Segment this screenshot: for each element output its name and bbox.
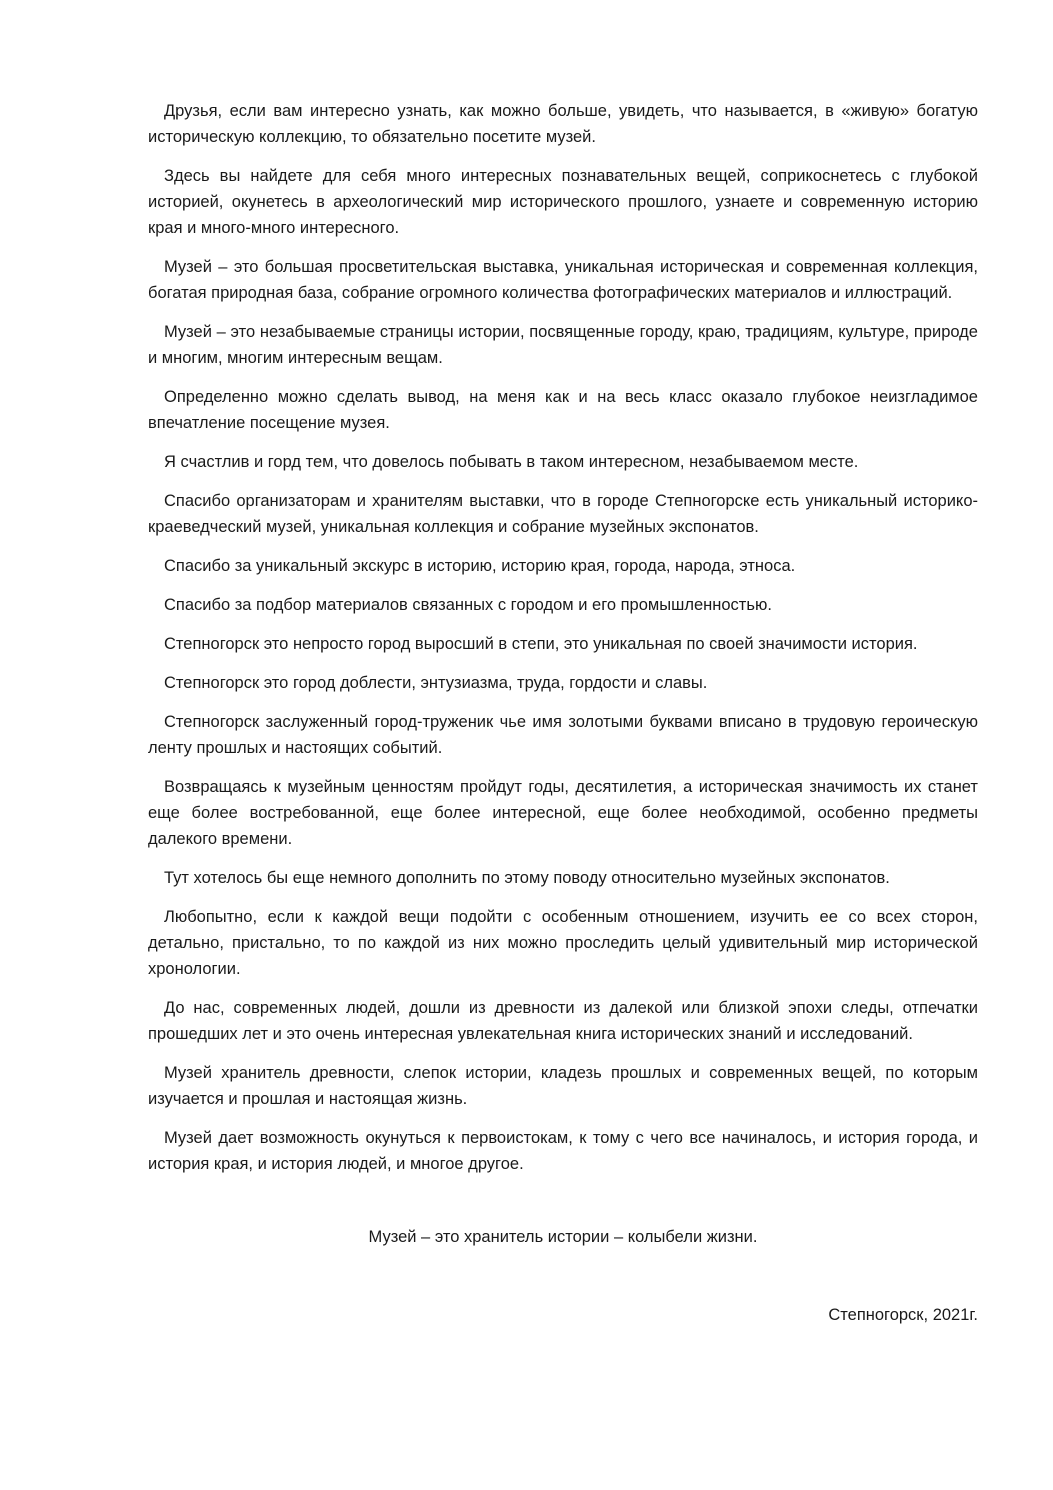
paragraph: Музей хранитель древности, слепок истории, кладезь прошлых и современных вещей, по которым изучается и прошлая и настоящая жизнь. [148,1064,978,1108]
paragraph: Я счастлив и горд тем, что довелось побывать в таком интересном, незабываемом месте. [164,453,859,471]
paragraph: Музей – это незабываемые страницы истории, посвященные городу, краю, традициям, культуре, природе и многим, многим интересным вещам. [148,323,978,367]
paragraph: Музей дает возможность окунуться к первоистокам, к тому с чего все начиналось, и история города, и история края, и история людей, и многое другое. [148,1129,978,1173]
paragraph: Степногорск это непросто город выросший в степи, это уникальная по своей значимости история. [164,635,918,653]
paragraph: Здесь вы найдете для себя много интересных познавательных вещей, соприкоснетесь с глубокой историей, окунетесь в археологический мир исторического прошлого, узнаете и современную историю края и много-много интересного. [148,167,978,237]
paragraph: Музей – это большая просветительская выставка, уникальная историческая и современная коллекция, богатая природная база, собрание огромного количества фотографических материалов и иллюстраций. [148,258,978,302]
paragraph: Степногорск заслуженный город-труженик чье имя золотыми буквами вписано в трудовую героическую ленту прошлых и настоящих событий. [148,713,978,757]
paragraph: Спасибо организаторам и хранителям выставки, что в городе Степногорске есть уникальный историко-краеведческий музей, уникальная коллекция и собрание музейных экспонатов. [148,492,978,536]
signature-place-date: Степногорск, 2021г. [828,1306,978,1324]
paragraph: Определенно можно сделать вывод, на меня как и на весь класс оказало глубокое неизгладимое впечатление посещение музея. [148,388,978,432]
paragraph: Возвращаясь к музейным ценностям пройдут годы, десятилетия, а историческая значимость их станет еще более востребованной, еще более интересной, еще более необходимой, особенно предметы далекого времени. [148,778,978,848]
paragraph: Степногорск это город доблести, энтузиазма, труда, гордости и славы. [164,674,708,692]
paragraph: Спасибо за уникальный экскурс в историю, историю края, города, народа, этноса. [164,557,796,575]
paragraph: Друзья, если вам интересно узнать, как можно больше, увидеть, что называется, в «живую» богатую историческую коллекцию, то обязательно посетите музей. [148,102,978,146]
paragraph: До нас, современных людей, дошли из древности из далекой или близкой эпохи следы, отпечатки прошедших лет и это очень интересная увлекательная книга исторических знаний и исследований. [148,999,978,1043]
paragraph: Тут хотелось бы еще немного дополнить по этому поводу относительно музейных экспонатов. [164,869,890,887]
document-page [148,98,978,1328]
paragraph: Любопытно, если к каждой вещи подойти с особенным отношением, изучить ее со всех сторон, детально, пристально, то по каждой из них можно проследить целый удивительный мир исторической хронологии. [148,908,978,978]
paragraph: Спасибо за подбор материалов связанных с городом и его промышленностью. [164,596,772,614]
closing-statement: Музей – это хранитель истории – колыбели жизни. [368,1228,758,1246]
